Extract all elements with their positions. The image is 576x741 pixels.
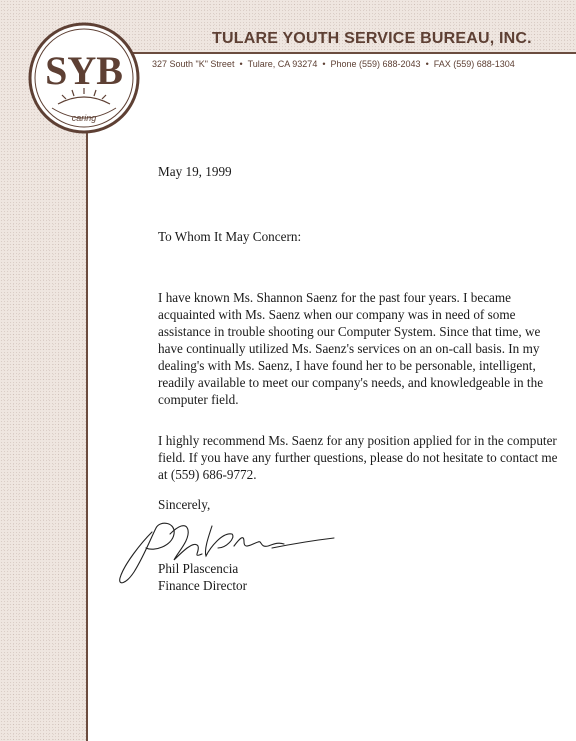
street-address: 327 South "K" Street (152, 59, 235, 69)
contact-line: 327 South "K" Street • Tulare, CA 93274 • Phone (559) 688-2043 • FAX (559) 688-1304 (152, 59, 515, 69)
fax-number: FAX (559) 688-1304 (433, 59, 515, 69)
signer-title: Finance Director (158, 578, 247, 593)
letter-date: May 19, 1999 (158, 164, 232, 179)
city-state-zip: Tulare, CA 93274 (247, 59, 318, 69)
salutation: To Whom It May Concern: (158, 229, 302, 244)
signer-name: Phil Plascencia (158, 561, 239, 576)
body-paragraph-2: I highly recommend Ms. Saenz for any position applied for in the computer field. If you have any further questions, please do not hesitate to contact me at (559) 686-9772. (158, 433, 558, 482)
syb-logo (28, 22, 140, 134)
logo-lettering: SYB (45, 48, 123, 93)
closing: Sincerely, (158, 497, 211, 512)
logo-caption: caring (71, 113, 97, 123)
letterhead-horizontal-rule (86, 52, 576, 54)
body-paragraph-1: I have known Ms. Shannon Saenz for the past four years. I became acquainted with Ms. Saenz when our company was in need of some assistance in trouble shooting our Computer System. Since that time, we have continually utilized Ms. Saenz's services on an on-call basis. In my dealing's with Ms. Saenz, I have found her to be personable, intelligent, readily available to meet our company's needs, and knowledgeable in the computer field. (158, 290, 544, 407)
organization-name: TULARE YOUTH SERVICE BUREAU, INC. (212, 30, 532, 47)
phone-number: Phone (559) 688-2043 (330, 59, 421, 69)
letterhead-vertical-rule (86, 52, 88, 741)
